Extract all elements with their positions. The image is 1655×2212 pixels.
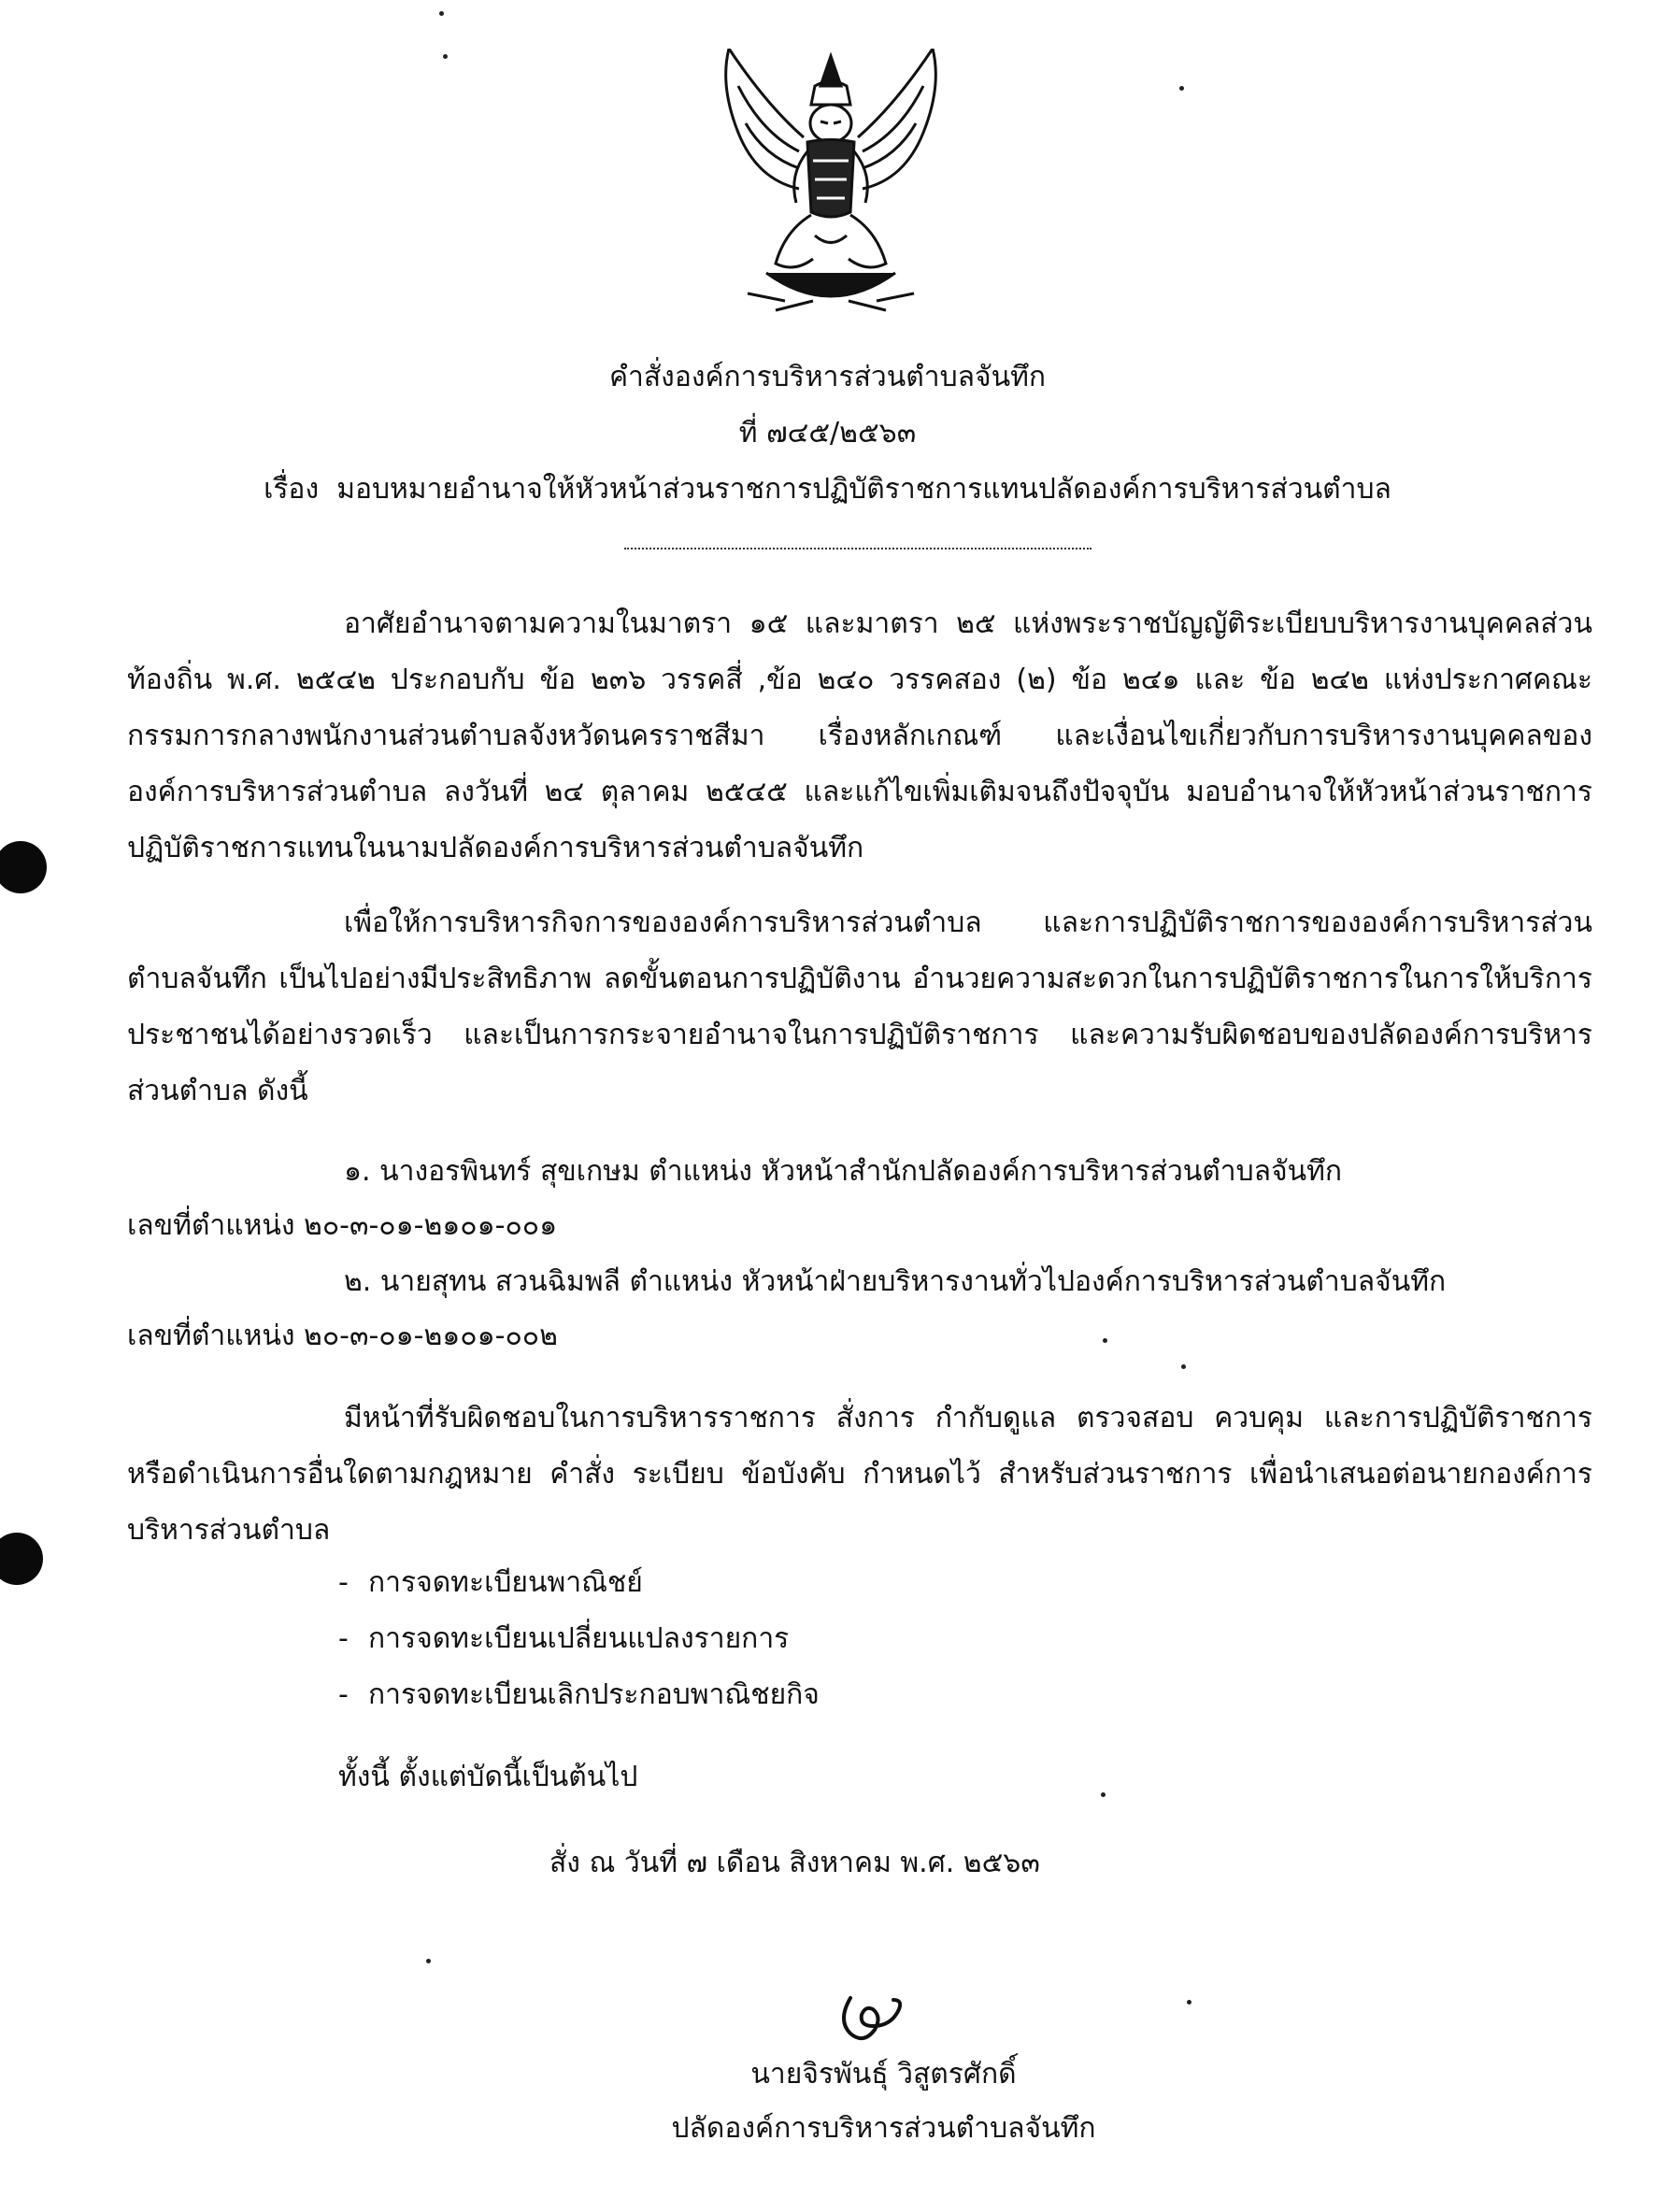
speck (1101, 1792, 1106, 1797)
appointee-1-position-number: เลขที่ตำแหน่ง ๒๐-๓-๐๑-๒๑๐๑-๐๐๑ (127, 1209, 558, 1242)
subject-text: มอบหมายอำนาจให้หัวหน้าส่วนราชการปฏิบัติราชการแทนปลัดองค์การบริหารส่วนตำบล (336, 473, 1391, 506)
paragraph-purpose (127, 895, 1592, 1120)
duty-item (338, 1677, 820, 1714)
effective-clause: ทั้งนี้ ตั้งแต่บัดนี้เป็นต้นไป (338, 1761, 638, 1793)
garuda-emblem-icon (710, 49, 951, 320)
appointee-2-position-number: เลขที่ตำแหน่ง ๒๐-๓-๐๑-๒๑๐๑-๐๐๒ (127, 1320, 558, 1352)
order-number: ที่ ๗๔๕/๒๕๖๓ (738, 417, 917, 450)
speck (439, 11, 444, 16)
speck (1187, 2000, 1191, 2005)
duty-item-text: การจดทะเบียนเลิกประกอบพาณิชยกิจ (368, 1678, 820, 1711)
speck (443, 54, 448, 59)
duty-item (338, 1564, 643, 1602)
paragraph-duties (127, 1391, 1592, 1559)
date-line: สั่ง ณ วันที่ ๗ เดือน สิงหาคม พ.ศ. ๒๕๖๓ (549, 1847, 1040, 1879)
punch-hole-bottom (0, 1533, 43, 1585)
appointee-2-line: ๒. นายสุทน สวนฉิมพลี ตำแหน่ง หัวหน้าฝ่ายบริหารงานทั่วไปองค์การบริหารส่วนตำบลจันทึก (344, 1265, 1447, 1298)
dash-bullet: - (338, 1678, 349, 1711)
dash-bullet: - (338, 1566, 349, 1599)
order-title: คำสั่งองค์การบริหารส่วนตำบลจันทึก (608, 361, 1047, 393)
order-subject (0, 471, 1655, 508)
duty-item (338, 1620, 789, 1658)
punch-hole-top (0, 841, 47, 893)
paragraph-duties-text: มีหน้าที่รับผิดชอบในการบริหารราชการ สั่งการ กำกับดูแล ตรวจสอบ ควบคุม และการปฏิบัติราชการ หรือดำเนินการอื่นใดตามกฎหมาย คำสั่ง ระเบียบ ข้อบังคับ กำหนดไว้ สำหรับส่วนราชการ เพื่อนำเสนอต่อนายกองค์การบริหารส่วนตำบล (127, 1402, 1592, 1547)
duty-item-text: การจดทะเบียนพาณิชย์ (368, 1566, 643, 1599)
handwritten-signature-icon (832, 1989, 910, 2048)
speck (426, 1959, 431, 1963)
paragraph-authority-text: อาศัยอำนาจตามความในมาตรา ๑๕ และมาตรา ๒๕ แห่งพระราชบัญญัติระเบียบบริหารงานบุคคลส่วนท้องถิ่น พ.ศ. ๒๕๔๒ ประกอบกับ ข้อ ๒๓๖ วรรคสี่ ,ข้อ ๒๔๐ วรรคสอง (๒) ข้อ ๒๔๑ และ ข้อ ๒๔๒ แห่งประกาศคณะกรรมการกลางพนักงานส่วนตำบลจังหวัดนครราชสีมา เรื่องหลักเกณฑ์ และเงื่อนไขเกี่ยวกับการบริหารงานบุคคลขององค์การบริหารส่วนตำบล ลงวันที่ ๒๔ ตุลาคม ๒๕๔๕ และแก้ไขเพิ่มเติมจนถึงปัจจุบัน มอบอำนาจให้หัวหน้าส่วนราชการปฏิบัติราชการแทนในนามปลัดองค์การบริหารส่วนตำบลจันทึก (127, 607, 1592, 864)
header-divider (624, 548, 1091, 549)
subject-label: เรื่อง (264, 473, 320, 506)
paragraph-purpose-text: เพื่อให้การบริหารกิจการขององค์การบริหารส่วนตำบล และการปฏิบัติราชการขององค์การบริหารส่วนตำบลจันทึก เป็นไปอย่างมีประสิทธิภาพ ลดขั้นตอนการปฏิบัติงาน อำนวยความสะดวกในการปฏิบัติราชการในการให้บริการประชาชนได้อย่างรวดเร็ว และเป็นการกระจายอำนาจในการปฏิบัติราชการ และความรับผิดชอบของปลัดองค์การบริหารส่วนตำบล ดังนี้ (127, 906, 1592, 1107)
speck (1179, 86, 1184, 91)
speck (1181, 1364, 1186, 1369)
dash-bullet: - (338, 1622, 349, 1655)
signatory-name: นายจิรพันธุ์ วิสูตรศักดิ์ (750, 2058, 1017, 2091)
speck (1103, 1338, 1107, 1343)
signatory-title: ปลัดองค์การบริหารส่วนตำบลจันทึก (671, 2112, 1096, 2145)
duty-item-text: การจดทะเบียนเปลี่ยนแปลงรายการ (368, 1622, 790, 1655)
paragraph-authority (127, 596, 1592, 877)
appointee-1-line: ๑. นางอรพินทร์ สุขเกษม ตำแหน่ง หัวหน้าสำนักปลัดองค์การบริหารส่วนตำบลจันทึก (344, 1155, 1343, 1188)
